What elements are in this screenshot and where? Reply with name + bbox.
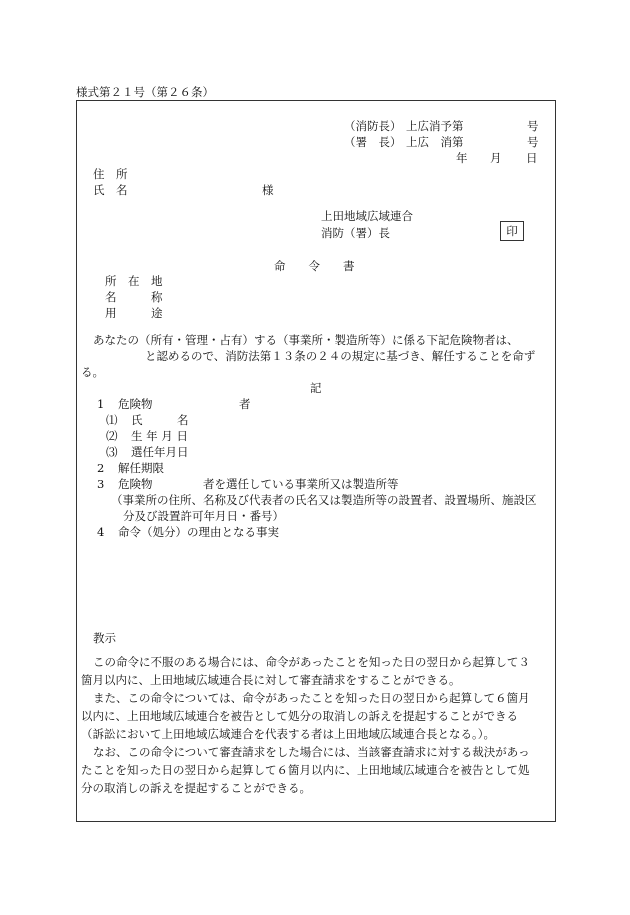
- date-year: 年: [456, 151, 468, 165]
- chief-office: 上広消予第: [406, 119, 464, 133]
- form-number: 様式第２１号（第２６条）: [76, 85, 214, 99]
- sender-organization: 上田地域広域連合: [321, 209, 413, 223]
- item-1-sub-2: 生 年 月 日: [131, 429, 188, 443]
- facility-location-label: 所 在 地: [105, 274, 163, 288]
- item-2-number: 2: [97, 461, 105, 475]
- item-1-sub-3-number: ⑶: [106, 445, 118, 459]
- notice-p1-line-2: 箇月以内に、上田地域広域連合長に対して審査請求をすることができる。: [81, 673, 461, 687]
- name-label: 氏 名: [93, 183, 128, 197]
- item-1-sub-2-number: ⑵: [106, 429, 118, 443]
- record-heading: 記: [310, 381, 322, 395]
- item-1-number: 1: [97, 397, 105, 411]
- notice-p3-line-3: 分の取消しの訴えを提起することができる。: [81, 781, 311, 795]
- item-1-sub-1-number: ⑴: [106, 413, 118, 427]
- item-1-sub-1: 氏 名: [131, 413, 189, 427]
- notice-p1-line-1: この命令に不服のある場合には、命令があったことを知った日の翌日から起算して３: [93, 655, 530, 669]
- item-3-note-line-1: （事業所の住所、名称及び代表者の氏名又は製造所等の設置者、設置場所、施設区: [111, 493, 537, 507]
- chief-label: （消防長）: [344, 119, 402, 133]
- honorific: 様: [262, 183, 274, 197]
- document-title: 命 令 書: [274, 259, 355, 273]
- date-month: 月: [490, 151, 502, 165]
- item-2-label: 解任期限: [118, 461, 164, 475]
- notice-p3-line-1: なお、この命令について審査請求をした場合には、当該審査請求に対する裁決があっ: [93, 745, 530, 759]
- station-label: （署 長）: [344, 135, 402, 149]
- facility-name-label: 名 称: [105, 290, 163, 304]
- item-4-number: 4: [97, 525, 105, 539]
- body-line-2: と認めるので、消防法第１３条の２４の規定に基づき、解任することを命ず: [145, 349, 536, 363]
- notice-p3-line-2: たことを知った日の翌日から起算して６箇月以内に、上田地域広域連合を被告として処: [81, 763, 530, 777]
- item-4-label: 命令（処分）の理由となる事実: [118, 525, 279, 539]
- notice-p2-line-3: （訴訟において上田地域広域連合を代表する者は上田地域広域連合長となる。）。: [81, 727, 495, 741]
- notice-p2-line-2: 以内に、上田地域広域連合を被告として処分の取消しの訴えを提起することができる: [81, 709, 518, 723]
- body-line-1: あなたの（所有・管理・占有）する（事業所・製造所等）に係る下記危険物者は、: [93, 333, 519, 347]
- item-3-label: 危険物: [118, 477, 153, 491]
- chief-number-suffix: 号: [527, 119, 539, 133]
- seal-box: 印: [500, 221, 524, 241]
- item-3-text: 者を選任している事業所又は製造所等: [203, 477, 399, 491]
- item-1-label: 危険物: [118, 397, 153, 411]
- item-3-number: 3: [97, 477, 105, 491]
- notice-p2-line-1: また、この命令については、命令があったことを知った日の翌日から起算して６箇月: [93, 691, 530, 705]
- item-1-sub-3: 選任年月日: [131, 445, 189, 459]
- sender-title: 消防（署）長: [321, 226, 390, 240]
- item-3-note-line-2: 分及び設置許可年月日・番号）: [123, 509, 284, 523]
- body-line-3: る。: [81, 365, 104, 379]
- station-number-suffix: 号: [527, 135, 539, 149]
- facility-use-label: 用 途: [105, 306, 163, 320]
- date-day: 日: [526, 151, 538, 165]
- notice-heading: 教示: [93, 631, 116, 645]
- item-1-suffix: 者: [239, 397, 251, 411]
- station-office: 上広 消第: [406, 135, 464, 149]
- address-label: 住 所: [93, 167, 128, 181]
